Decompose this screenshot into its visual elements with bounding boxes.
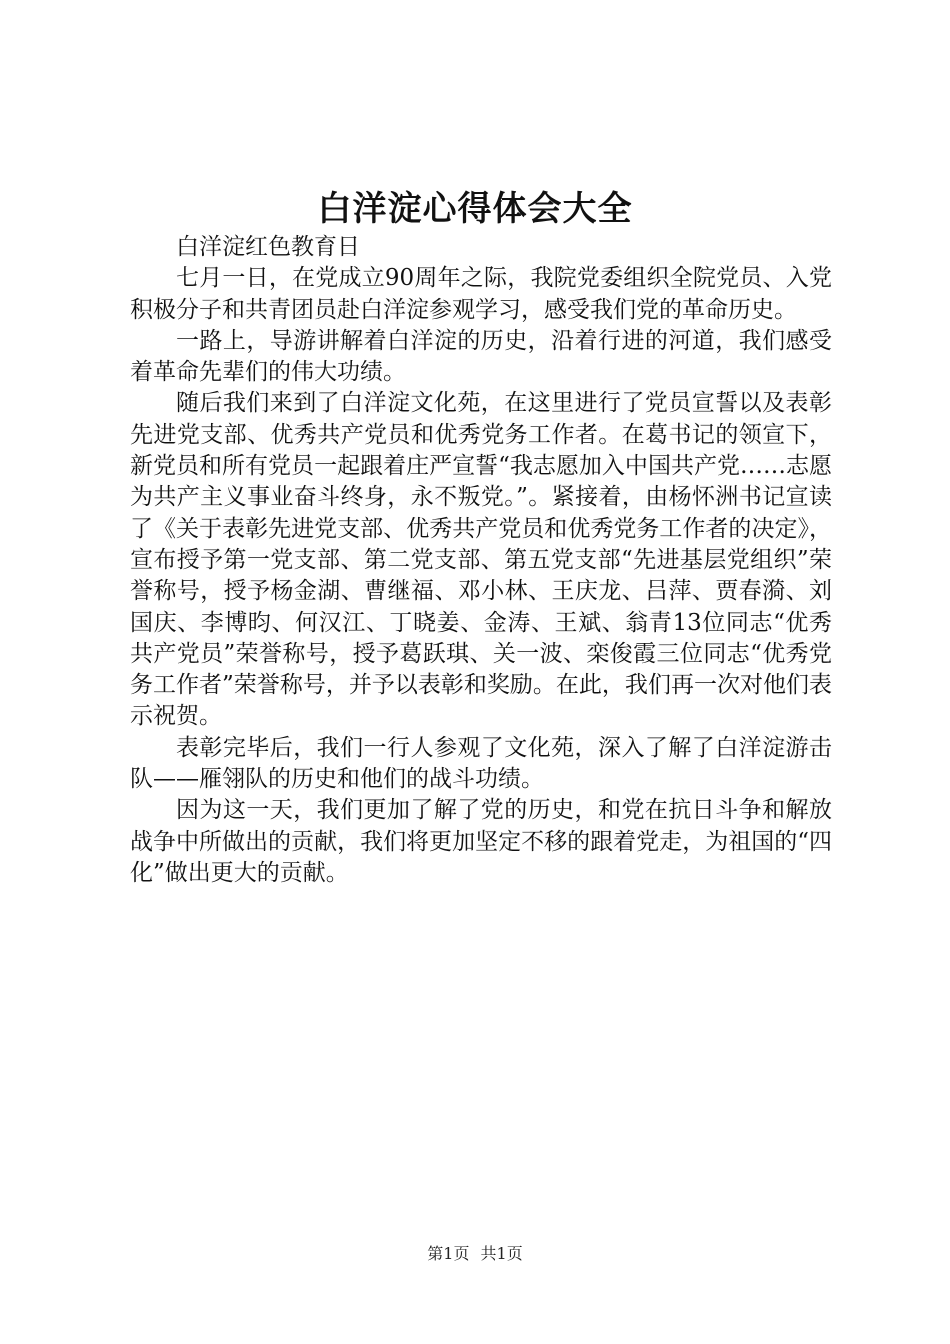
document-title: 白洋淀心得体会大全 (317, 189, 633, 229)
document-body (130, 232, 832, 889)
paragraph: 因为这一天，我们更加了解了党的历史，和党在抗日斗争和解放战争中所做出的贡献，我们将更加坚定不移的跟着党走，为祖国的“四化”做出更大的贡献。 (130, 797, 832, 886)
paragraph: 七月一日，在党成立90周年之际，我院党委组织全院党员、入党积极分子和共青团员赴白洋淀参观学习，感受我们党的革命历史。 (130, 265, 832, 323)
paragraph: 一路上，导游讲解着白洋淀的历史，沿着行进的河道，我们感受着革命先辈们的伟大功绩。 (130, 327, 832, 386)
paragraph: 随后我们来到了白洋淀文化苑，在这里进行了党员宣誓以及表彰先进党支部、优秀共产党员和优秀党务工作者。在葛书记的领宣下，新党员和所有党员一起跟着庄严宣誓“我志愿加入中国共产党……志愿为共产主义事业奋斗终身，永不叛党。”。紧接着，由杨怀洲书记宣读了《关于表彰先进党支部、优秀共产党员和优秀党务工作者的决定》，宣布授予第一党支部、第二党支部、第五党支部“先进基层党组织”荣誉称号，授予杨金湖、曹继福、邓小林、王庆龙、吕萍、贾春漪、刘国庆、李博昀、何汉江、丁晓姜、金涛、王斌、翁青13位同志“优秀共产党员”荣誉称号，授予葛跃琪、关一波、栾俊霞三位同志“优秀党务工作者”荣誉称号，并予以表彰和奖励。在此，我们再一次对他们表示祝贺。 (130, 390, 832, 730)
page-footer (0, 1243, 950, 1265)
paragraph: 表彰完毕后，我们一行人参观了文化苑，深入了解了白洋淀游击队——雁翎队的历史和他们的战斗功绩。 (130, 734, 832, 793)
page-number-total: 共1页 (480, 1244, 523, 1263)
paragraph-heading: 白洋淀红色教育日 (176, 234, 360, 260)
page-number-current: 第1页 (427, 1244, 470, 1263)
